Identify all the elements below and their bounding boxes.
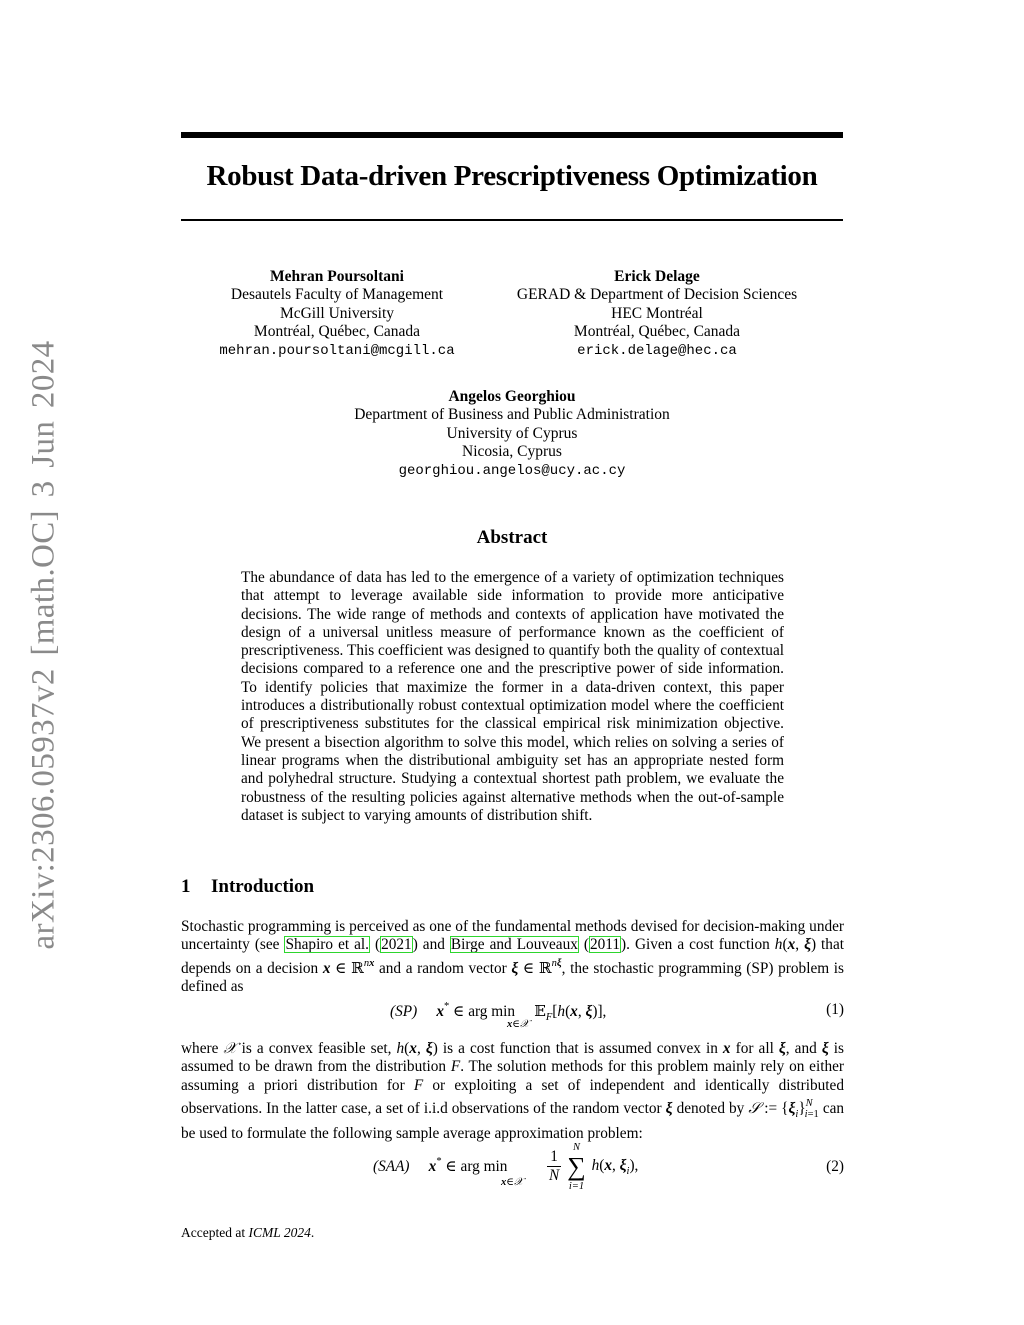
citation-year-link-birge[interactable]: 2011 — [589, 936, 621, 954]
citation-link-birge[interactable]: Birge and Louveaux — [450, 936, 578, 954]
title-rule-bottom — [181, 219, 843, 221]
argmin-operator: arg min — [468, 1003, 516, 1020]
text-run: can be used to formulate the following sample average approximation problem: — [181, 1100, 845, 1142]
text-run: and a random vector — [378, 959, 507, 977]
equation-number: (1) — [826, 1001, 844, 1018]
text-run: Stochastic programming is perceived as one of the fundamental methods devised for decision-making under uncertainty (see — [181, 918, 844, 954]
text-run: is a convex feasible set, — [241, 1040, 392, 1057]
text-run: is a cost function that is assumed convex in — [442, 1040, 718, 1057]
text-run: ). Given a cost function — [621, 936, 770, 954]
venue-name: ICML 2024 — [248, 1225, 311, 1240]
author-location: Nicosia, Cyprus — [462, 443, 562, 461]
author-institution: University of Cyprus — [446, 424, 578, 442]
equation-rhs: $\frac{1}{N}$ ∑ N i=1 h(x, $\xi_i$), — [549, 1141, 639, 1192]
citation-year-link-shapiro[interactable]: 2021 — [381, 936, 412, 954]
equation-label: (SP) — [390, 1003, 418, 1020]
equation-number: (2) — [826, 1158, 844, 1175]
section-title: Introduction — [211, 876, 315, 897]
citation-link-shapiro[interactable]: Shapiro et al. — [285, 936, 369, 954]
equation-label: (SAA) — [373, 1158, 410, 1175]
text-run: , the stochastic programming (SP) problem is defined as — [181, 959, 844, 996]
text-run: ) and — [412, 936, 450, 954]
footnote — [181, 1225, 314, 1241]
arxiv-side-stamp: arXiv:2306.05937v2 [math.OC] 3 Jun 2024 — [25, 340, 62, 950]
text-run: . — [310, 1225, 315, 1240]
author-block-1 — [212, 268, 462, 360]
argmin-operator: arg min — [460, 1158, 508, 1175]
abstract-heading: Abstract — [476, 527, 548, 548]
argmin-subscript: x∈𝒳 — [501, 1177, 524, 1188]
argmin-subscript: x∈𝒳 — [507, 1019, 530, 1030]
text-run: denoted by — [676, 1100, 745, 1118]
summation-symbol: ∑ N i=1 — [567, 1141, 586, 1192]
intro-paragraph-1: Stochastic programming is perceived as one of the fundamental methods devised for decision-making under uncertainty (see Shapiro et al. (2021) and Birge and Louveaux (2011). Given a cost function h(x, ξ) that depends on a decision x ∈ ℝ$^{nx}$ and a random vector ξ ∈ ℝ$^{n\xi}$, the stochastic programming (SP) problem is defined as — [181, 918, 844, 996]
author-email[interactable]: mehran.poursoltani@mcgill.ca — [219, 342, 455, 359]
title-rule-top — [181, 132, 843, 138]
sum-upper-limit: N — [572, 1141, 580, 1153]
equation-body: (SP) x* ∈ arg min 𝔼$_F$[h(x, ξ)], — [390, 1001, 607, 1023]
author-email[interactable]: georghiou.angelos@ucy.ac.cy — [398, 462, 626, 479]
author-name: Angelos Georghiou — [448, 388, 576, 405]
text-run: for all — [735, 1040, 774, 1057]
text-run: . The solution methods for this problem mainly rely on either assuming a priori distribution for — [181, 1058, 844, 1094]
text-run: , and — [785, 1040, 817, 1057]
sum-lower-limit: i=1 — [568, 1180, 585, 1192]
section-number: 1 — [181, 876, 191, 897]
paper-title: Robust Data-driven Prescriptiveness Optimization — [206, 160, 818, 192]
author-affiliation: Desautels Faculty of Management — [230, 286, 444, 304]
text-run: where — [181, 1040, 219, 1057]
author-block-3 — [312, 388, 712, 480]
equation-1 — [181, 1001, 844, 1031]
abstract-text: The abundance of data has led to the emergence of a variety of optimization techniques that attempt to leverage available side information to provide more anticipative decisions. The wide range of methods and contexts of application have motivated the design of a universal unitless measure of performance known as the coefficient of prescriptiveness. This coefficient was designed to quantify both the quality of contextual decisions compared to a reference one and the prescriptive power of side information. To identify policies that maximize the former in a data-driven context, this paper introduces a distributionally robust contextual optimization model where the coefficient of prescriptiveness substitutes for the classical empirical risk minimization objective. We present a bisection algorithm to solve this model, which relies on solving a series of linear programs when the distributional ambiguity set has an appropriate nested form and polyhedral structure. Studying a contextual shortest path problem, we evaluate the robustness of the resulting policies against alternative methods when the out-of-sample dataset is subject to varying amounts of distribution shift. — [241, 569, 784, 824]
text-run: that depends on a decision — [181, 936, 844, 977]
text-run: is assumed to be drawn from the distribution — [181, 1040, 844, 1076]
author-name: Erick Delage — [614, 268, 700, 285]
intro-paragraph-2: where 𝒳 is a convex feasible set, h(x, ξ) is a cost function that is assumed convex in x for all ξ, and ξ is assumed to be drawn from the distribution F. The solution methods for this problem mainly rely on either assuming a priori distribution for F or exploiting a set of independent and identically distributed observations. In the latter case, a set of i.i.d observations of the random vector ξ denoted by 𝒮 := $\{\xi_i\}^N_{i=1}$ can be used to formulate the following sample average approximation problem: — [181, 1040, 845, 1142]
author-name: Mehran Poursoltani — [270, 268, 404, 285]
author-email[interactable]: erick.delage@hec.ca — [577, 342, 737, 359]
text-run: Accepted at — [181, 1225, 249, 1240]
author-institution: McGill University — [279, 304, 395, 322]
section-heading — [181, 876, 314, 898]
author-location: Montréal, Québec, Canada — [573, 323, 741, 341]
author-block-2 — [497, 268, 817, 360]
author-affiliation: GERAD & Department of Decision Sciences — [516, 286, 798, 304]
author-institution: HEC Montréal — [611, 304, 703, 322]
text-run: or exploiting a set of independent and identically distributed observations. In the latter case, a set of i.i.d observations of the random vector — [181, 1076, 844, 1118]
fraction-1-over-n: $\frac{1}{N}$ — [549, 1148, 560, 1184]
equation-body: (SAA) x* ∈ arg min — [373, 1156, 508, 1175]
author-location: Montréal, Québec, Canada — [253, 323, 421, 341]
equation-2 — [181, 1141, 844, 1202]
author-affiliation: Department of Business and Public Administration — [354, 406, 670, 424]
